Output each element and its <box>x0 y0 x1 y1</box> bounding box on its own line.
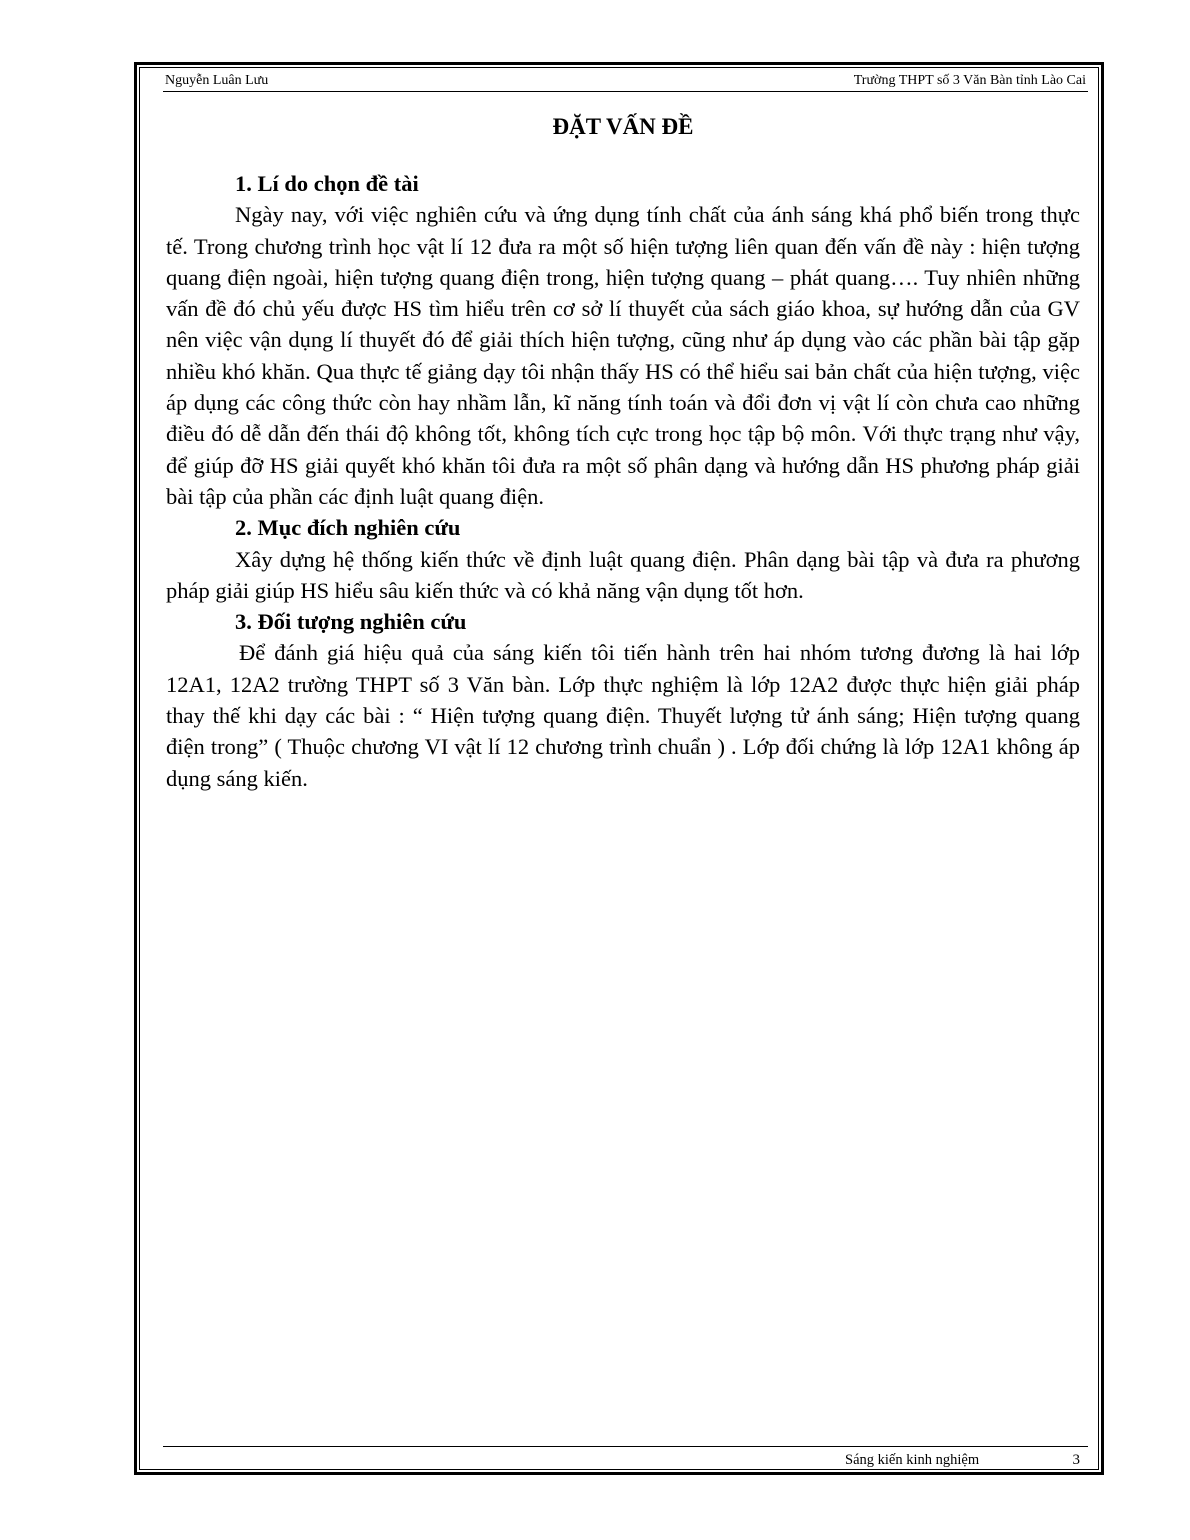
header-divider <box>163 91 1088 92</box>
section-heading-subject: 3. Đối tượng nghiên cứu <box>235 609 467 635</box>
header-school: Trường THPT số 3 Văn Bàn tỉnh Lào Cai <box>853 73 1086 88</box>
footer-divider <box>163 1446 1088 1447</box>
footer-label: Sáng kiến kinh nghiệm <box>845 1452 980 1468</box>
header-author: Nguyễn Luân Lưu <box>165 73 269 88</box>
document-title: ĐẶT VẤN ĐỀ <box>552 114 694 139</box>
section-paragraph-subject: Để đánh giá hiệu quả của sáng kiến tôi tiến hành trên hai nhóm tương đương là hai lớp 12A1, 12A2 trường THPT số 3 Văn bàn. Lớp thực nghiệm là lớp 12A2 được thực hiện giải pháp thay thế khi dạy các bài : “ Hiện tượng quang điện. Thuyết lượng tử ánh sáng; Hiện tượng quang điện trong” ( Thuộc chương VI vật lí 12 chương trình chuẩn ) . Lớp đối chứng là lớp 12A1 không áp dụng sáng kiến. <box>166 640 1080 791</box>
section-paragraph-purpose: Xây dựng hệ thống kiến thức về định luật quang điện. Phân dạng bài tập và đưa ra phương pháp giải giúp HS hiểu sâu kiến thức và có khả năng vận dụng tốt hơn. <box>166 546 1080 603</box>
document-body <box>166 111 1080 794</box>
section-heading-reason: 1. Lí do chọn đề tài <box>235 171 419 196</box>
page-number: 3 <box>1072 1452 1080 1468</box>
section-heading-purpose: 2. Mục đích nghiên cứu <box>235 515 461 541</box>
section-paragraph-reason: Ngày nay, với việc nghiên cứu và ứng dụng tính chất của ánh sáng khá phổ biến trong thực tế. Trong chương trình học vật lí 12 đưa ra một số hiện tượng liên quan đến vấn đề này : hiện tượng quang điện ngoài, hiện tượng quang điện trong, hiện tượng quang – phát quang…. Tuy nhiên những vấn đề đó chủ yếu được HS tìm hiểu trên cơ sở lí thuyết của sách giáo khoa, sự hướng dẫn của GV nên việc vận dụng lí thuyết đó để giải thích hiện tượng, cũng như áp dụng vào các phần bài tập gặp nhiều khó khăn. Qua thực tế giảng dạy tôi nhận thấy HS có thể hiểu sai bản chất của hiện tượng, việc áp dụng các công thức còn hay nhầm lẫn, kĩ năng tính toán và đổi đơn vị vật lí còn chưa cao những điều đó dễ dẫn đến thái độ không tốt, không tích cực trong học tập bộ môn. Với thực trạng như vậy, để giúp đỡ HS giải quyết khó khăn tôi đưa ra một số phân dạng và hướng dẫn HS phương pháp giải bài tập của phần các định luật quang điện. <box>166 202 1080 509</box>
